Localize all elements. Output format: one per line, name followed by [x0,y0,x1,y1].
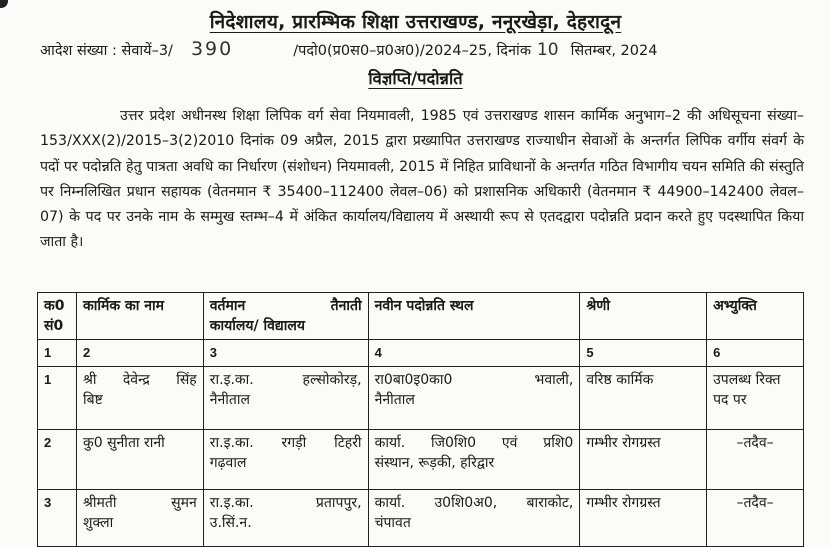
header-remark: अभ्युक्ति [707,293,804,340]
column-number-row [38,340,804,367]
row-name: श्रीमती सुमन शुक्ला [76,490,203,547]
order-suffix: /पदो0(प्र0स0–प्र0अ0)/2024–25, दिनांक [293,43,531,59]
table-row [38,490,804,547]
order-prefix: आदेश संख्या : सेवायें–3/ [40,43,173,59]
row-serial: 1 [38,367,77,430]
column-number: 2 [76,340,203,367]
order-month-year: सितम्बर, 2024 [570,43,658,59]
row-name: कु0 सुनीता रानी [76,430,203,490]
table-header-row [38,293,804,340]
page-title: निदेशालय, प्रारम्भिक शिक्षा उत्तराखण्ड, ननूरखेड़ा, देहरादून [209,11,622,33]
header-serial: क0 सं0 [38,293,77,340]
row-current-posting: रा.इ.का. प्रतापपुर, उ.सिं.न. [203,490,368,547]
header-new-posting: नवीन पदोन्नति स्थल [368,293,580,340]
header-name: कार्मिक का नाम [76,293,203,340]
row-current-posting: रा.इ.का. हल्सोकोरड़, नैनीताल [203,367,368,430]
row-remark: –तदैव– [707,430,804,490]
table-row [38,367,804,430]
column-number: 5 [580,340,707,367]
column-number: 6 [707,340,804,367]
header-category: श्रेणी [580,293,707,340]
column-number: 4 [368,340,580,367]
promotion-table [37,292,804,547]
column-number: 1 [38,340,77,367]
row-category: गम्भीर रोगग्रस्त [580,490,707,547]
row-category: वरिष्ठ कार्मिक [580,367,707,430]
header-current-posting: वर्तमान तैनाती कार्यालय/ विद्यालय [203,293,368,340]
row-remark: उपलब्ध रिक्त पद पर [707,367,804,430]
row-serial: 2 [38,430,77,490]
notice-subtitle: विज्ञप्ति/पदोन्नति [368,69,463,88]
row-new-posting: कार्या. उ0शि0अ0, बाराकोट, चंपावत [368,490,580,547]
notice-paragraph: उत्तर प्रदेश अधीनस्थ शिक्षा लिपिक वर्ग सेवा नियमावली, 1985 एवं उत्तराखण्ड शासन कार्मिक अनुभाग–2 की अधिसूचना संख्या–153/XXX(2)/2015–3(2)2010 दिनांक 09 अप्रैल, 2015 द्वारा प्रख्यापित उत्तराखण्ड राज्याधीन सेवाओं के अन्तर्गत लिपिक वर्गीय संवर्ग के पदों पर पदोन्नति हेतु पात्रता अवधि का निर्धारण (संशोधन) नियमावली, 2015 में निहित प्राविधानों के अन्तर्गत गठित विभागीय चयन समिति की संस्तुति पर निम्नलिखित प्रधान सहायक (वेतनमान ₹ 35400–112400 लेवल–06) को प्रशासनिक अधिकारी (वेतनमान ₹ 44900–142400 लेवल–07) के पद पर उनके नाम के सम्मुख स्तम्भ–4 में अंकित कार्यालय/विद्यालय में अस्थायी रूप से एतदद्वारा पदोन्नति प्रदान करते हुए पदस्थापित किया जाता है। [40,108,804,251]
row-name: श्री देवेन्द्र सिंह बिष्ट [76,367,203,430]
table-row [38,430,804,490]
row-new-posting: कार्या. जि0शि0 एवं प्रशि0 संस्थान, रूड़की, हरिद्वार [368,430,580,490]
row-serial: 3 [38,490,77,547]
row-new-posting: रा0बा0इ0का0 भवाली, नैनीताल [368,367,580,430]
order-number-line [40,38,800,60]
row-category: गम्भीर रोगग्रस्त [580,430,707,490]
order-number: 390 [190,38,234,60]
column-number: 3 [203,340,368,367]
row-current-posting: रा.इ.का. रगड़ी टिहरी गढ़वाल [203,430,368,490]
row-remark: –तदैव– [707,490,804,547]
page-edge-mark [0,0,8,8]
order-day: 10 [536,40,559,60]
